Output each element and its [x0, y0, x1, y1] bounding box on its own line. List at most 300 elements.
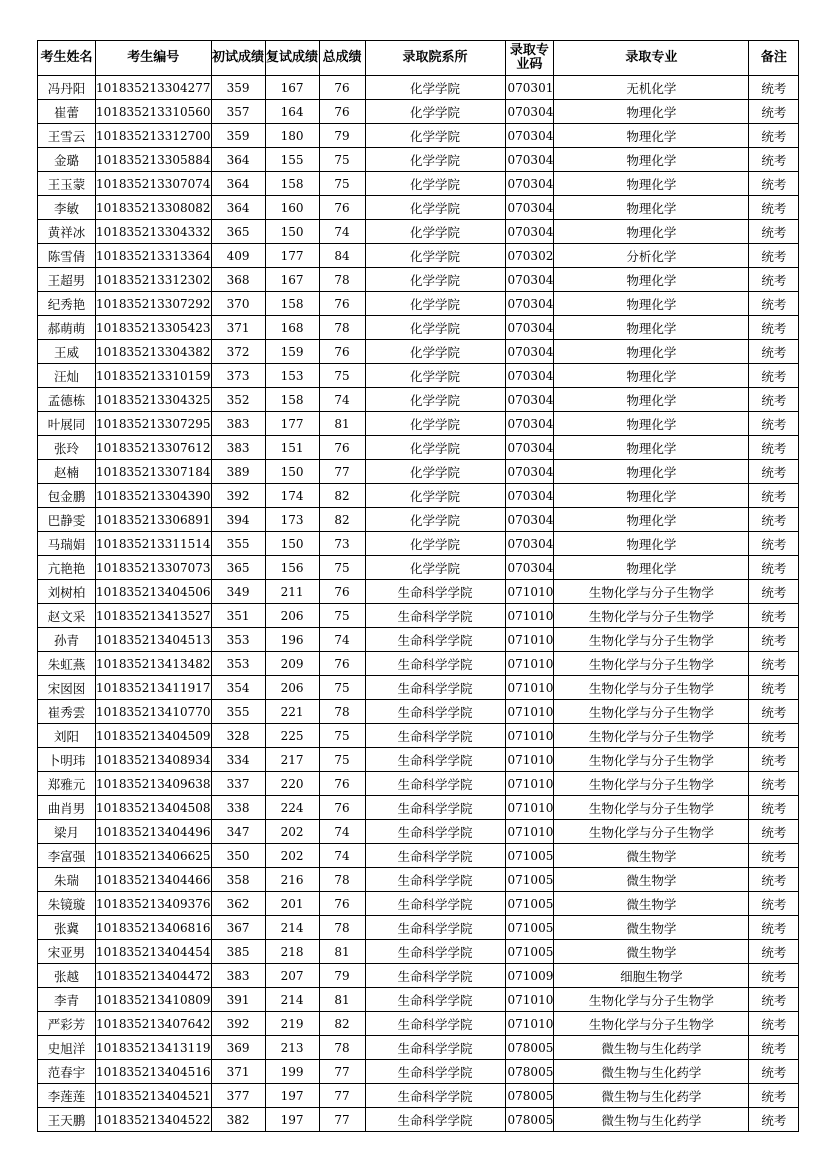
cell-major-code: 070302 [505, 244, 554, 268]
cell-retest-score: 167 [265, 76, 319, 100]
table-row [38, 508, 799, 532]
cell-total-score: 82 [319, 1012, 365, 1036]
cell-remark: 统考 [749, 1060, 799, 1084]
cell-department: 化学学院 [365, 412, 505, 436]
cell-total-score: 78 [319, 268, 365, 292]
cell-retest-score: 217 [265, 748, 319, 772]
cell-name: 朱镜璇 [38, 892, 96, 916]
cell-major-code: 071010 [505, 796, 554, 820]
cell-total-score: 76 [319, 340, 365, 364]
cell-initial-score: 365 [211, 556, 265, 580]
cell-total-score: 77 [319, 1084, 365, 1108]
cell-total-score: 76 [319, 292, 365, 316]
cell-remark: 统考 [749, 364, 799, 388]
cell-initial-score: 353 [211, 628, 265, 652]
cell-department: 生命科学学院 [365, 1108, 505, 1132]
cell-name: 李青 [38, 988, 96, 1012]
cell-id: 101835213404508 [96, 796, 212, 820]
cell-major-code: 070301 [505, 76, 554, 100]
cell-remark: 统考 [749, 412, 799, 436]
table-row [38, 988, 799, 1012]
table-row [38, 292, 799, 316]
cell-remark: 统考 [749, 148, 799, 172]
table-row [38, 1108, 799, 1132]
cell-remark: 统考 [749, 316, 799, 340]
cell-major: 生物化学与分子生物学 [554, 988, 749, 1012]
cell-remark: 统考 [749, 628, 799, 652]
cell-initial-score: 355 [211, 700, 265, 724]
cell-id: 101835213404506 [96, 580, 212, 604]
cell-department: 化学学院 [365, 196, 505, 220]
cell-initial-score: 373 [211, 364, 265, 388]
cell-id: 101835213310560 [96, 100, 212, 124]
admission-list [37, 40, 799, 1132]
cell-remark: 统考 [749, 700, 799, 724]
cell-department: 化学学院 [365, 340, 505, 364]
cell-initial-score: 354 [211, 676, 265, 700]
cell-department: 生命科学学院 [365, 940, 505, 964]
cell-retest-score: 150 [265, 220, 319, 244]
cell-remark: 统考 [749, 964, 799, 988]
cell-remark: 统考 [749, 220, 799, 244]
cell-retest-score: 156 [265, 556, 319, 580]
cell-retest-score: 219 [265, 1012, 319, 1036]
cell-id: 101835213312700 [96, 124, 212, 148]
cell-retest-score: 177 [265, 244, 319, 268]
cell-name: 宋囡囡 [38, 676, 96, 700]
cell-department: 化学学院 [365, 316, 505, 340]
cell-major-code: 070304 [505, 484, 554, 508]
cell-total-score: 73 [319, 532, 365, 556]
cell-remark: 统考 [749, 724, 799, 748]
cell-total-score: 76 [319, 436, 365, 460]
cell-initial-score: 394 [211, 508, 265, 532]
cell-major: 微生物与生化药学 [554, 1084, 749, 1108]
cell-retest-score: 164 [265, 100, 319, 124]
cell-name: 郝萌萌 [38, 316, 96, 340]
cell-total-score: 82 [319, 508, 365, 532]
cell-remark: 统考 [749, 460, 799, 484]
cell-department: 化学学院 [365, 172, 505, 196]
cell-major-code: 071010 [505, 820, 554, 844]
table-row [38, 940, 799, 964]
cell-major-code: 071005 [505, 940, 554, 964]
cell-total-score: 76 [319, 772, 365, 796]
table-row [38, 604, 799, 628]
cell-major-code: 071010 [505, 580, 554, 604]
admission-table [37, 40, 799, 1132]
table-row [38, 220, 799, 244]
cell-remark: 统考 [749, 532, 799, 556]
cell-major: 生物化学与分子生物学 [554, 820, 749, 844]
cell-initial-score: 364 [211, 196, 265, 220]
cell-major: 生物化学与分子生物学 [554, 628, 749, 652]
cell-major: 微生物与生化药学 [554, 1108, 749, 1132]
cell-id: 101835213308082 [96, 196, 212, 220]
cell-total-score: 81 [319, 412, 365, 436]
cell-id: 101835213404466 [96, 868, 212, 892]
cell-major: 物理化学 [554, 100, 749, 124]
cell-major-code: 070304 [505, 316, 554, 340]
cell-name: 王超男 [38, 268, 96, 292]
cell-name: 史旭洋 [38, 1036, 96, 1060]
cell-retest-score: 177 [265, 412, 319, 436]
cell-major-code: 071010 [505, 604, 554, 628]
cell-department: 生命科学学院 [365, 580, 505, 604]
cell-total-score: 79 [319, 124, 365, 148]
cell-major: 生物化学与分子生物学 [554, 1012, 749, 1036]
cell-name: 卜明玮 [38, 748, 96, 772]
cell-department: 生命科学学院 [365, 844, 505, 868]
cell-initial-score: 347 [211, 820, 265, 844]
cell-major-code: 071010 [505, 988, 554, 1012]
table-row [38, 436, 799, 460]
cell-initial-score: 358 [211, 868, 265, 892]
cell-major: 物理化学 [554, 532, 749, 556]
cell-major-code: 071005 [505, 892, 554, 916]
cell-initial-score: 365 [211, 220, 265, 244]
cell-remark: 统考 [749, 772, 799, 796]
cell-retest-score: 209 [265, 652, 319, 676]
cell-name: 孙青 [38, 628, 96, 652]
cell-initial-score: 338 [211, 796, 265, 820]
cell-retest-score: 206 [265, 676, 319, 700]
cell-name: 张冀 [38, 916, 96, 940]
table-row [38, 748, 799, 772]
table-row [38, 388, 799, 412]
cell-id: 101835213304325 [96, 388, 212, 412]
cell-major: 物理化学 [554, 364, 749, 388]
cell-remark: 统考 [749, 196, 799, 220]
cell-major-code: 071005 [505, 844, 554, 868]
table-row [38, 196, 799, 220]
cell-department: 化学学院 [365, 292, 505, 316]
table-row [38, 412, 799, 436]
cell-total-score: 81 [319, 988, 365, 1012]
cell-department: 生命科学学院 [365, 700, 505, 724]
cell-remark: 统考 [749, 172, 799, 196]
table-row [38, 844, 799, 868]
cell-remark: 统考 [749, 604, 799, 628]
cell-major-code: 071010 [505, 700, 554, 724]
cell-major-code: 070304 [505, 460, 554, 484]
table-row [38, 244, 799, 268]
cell-major: 物理化学 [554, 436, 749, 460]
cell-initial-score: 370 [211, 292, 265, 316]
cell-major: 物理化学 [554, 148, 749, 172]
cell-retest-score: 201 [265, 892, 319, 916]
cell-initial-score: 392 [211, 1012, 265, 1036]
table-row [38, 868, 799, 892]
cell-id: 101835213406625 [96, 844, 212, 868]
cell-major-code: 071010 [505, 628, 554, 652]
cell-remark: 统考 [749, 1036, 799, 1060]
cell-total-score: 77 [319, 1108, 365, 1132]
cell-major: 物理化学 [554, 316, 749, 340]
header-major-code: 录取专业码 [505, 41, 554, 76]
cell-retest-score: 167 [265, 268, 319, 292]
cell-id: 101835213404513 [96, 628, 212, 652]
cell-major: 生物化学与分子生物学 [554, 772, 749, 796]
cell-initial-score: 362 [211, 892, 265, 916]
cell-initial-score: 364 [211, 172, 265, 196]
cell-initial-score: 367 [211, 916, 265, 940]
cell-initial-score: 372 [211, 340, 265, 364]
cell-name: 刘树柏 [38, 580, 96, 604]
cell-id: 101835213307074 [96, 172, 212, 196]
cell-total-score: 74 [319, 628, 365, 652]
cell-total-score: 76 [319, 796, 365, 820]
cell-total-score: 74 [319, 220, 365, 244]
cell-initial-score: 383 [211, 436, 265, 460]
table-row [38, 652, 799, 676]
cell-department: 生命科学学院 [365, 652, 505, 676]
cell-major: 微生物学 [554, 892, 749, 916]
cell-retest-score: 168 [265, 316, 319, 340]
table-row [38, 316, 799, 340]
cell-remark: 统考 [749, 580, 799, 604]
cell-id: 101835213410770 [96, 700, 212, 724]
header-row [38, 41, 799, 76]
cell-major-code: 071010 [505, 748, 554, 772]
cell-retest-score: 207 [265, 964, 319, 988]
cell-major: 物理化学 [554, 484, 749, 508]
cell-retest-score: 155 [265, 148, 319, 172]
cell-name: 王威 [38, 340, 96, 364]
cell-retest-score: 173 [265, 508, 319, 532]
cell-remark: 统考 [749, 124, 799, 148]
cell-name: 朱瑞 [38, 868, 96, 892]
cell-id: 101835213409638 [96, 772, 212, 796]
cell-total-score: 77 [319, 460, 365, 484]
cell-id: 101835213307073 [96, 556, 212, 580]
cell-name: 马瑞娟 [38, 532, 96, 556]
cell-remark: 统考 [749, 796, 799, 820]
cell-name: 李敏 [38, 196, 96, 220]
cell-initial-score: 383 [211, 412, 265, 436]
cell-major: 物理化学 [554, 388, 749, 412]
cell-initial-score: 392 [211, 484, 265, 508]
cell-major-code: 070304 [505, 100, 554, 124]
cell-retest-score: 158 [265, 292, 319, 316]
cell-retest-score: 202 [265, 844, 319, 868]
cell-retest-score: 158 [265, 172, 319, 196]
cell-remark: 统考 [749, 988, 799, 1012]
cell-department: 生命科学学院 [365, 964, 505, 988]
cell-name: 曲肖男 [38, 796, 96, 820]
cell-id: 101835213312302 [96, 268, 212, 292]
header-major: 录取专业 [554, 41, 749, 76]
table-row [38, 340, 799, 364]
table-row [38, 1012, 799, 1036]
cell-department: 化学学院 [365, 244, 505, 268]
cell-major-code: 078005 [505, 1060, 554, 1084]
header-department: 录取院系所 [365, 41, 505, 76]
cell-major-code: 078005 [505, 1108, 554, 1132]
cell-total-score: 75 [319, 172, 365, 196]
cell-id: 101835213413482 [96, 652, 212, 676]
cell-department: 化学学院 [365, 220, 505, 244]
cell-name: 赵楠 [38, 460, 96, 484]
cell-major-code: 071010 [505, 676, 554, 700]
cell-department: 生命科学学院 [365, 724, 505, 748]
table-row [38, 628, 799, 652]
table-row [38, 460, 799, 484]
cell-total-score: 74 [319, 820, 365, 844]
cell-name: 包金鹏 [38, 484, 96, 508]
cell-id: 101835213307292 [96, 292, 212, 316]
cell-retest-score: 180 [265, 124, 319, 148]
table-row [38, 484, 799, 508]
header-remark: 备注 [749, 41, 799, 76]
cell-remark: 统考 [749, 244, 799, 268]
cell-id: 101835213307295 [96, 412, 212, 436]
cell-name: 纪秀艳 [38, 292, 96, 316]
cell-id: 101835213304277 [96, 76, 212, 100]
cell-department: 化学学院 [365, 388, 505, 412]
cell-initial-score: 350 [211, 844, 265, 868]
cell-department: 化学学院 [365, 76, 505, 100]
table-row [38, 1060, 799, 1084]
cell-id: 101835213304382 [96, 340, 212, 364]
cell-name: 宋亚男 [38, 940, 96, 964]
cell-department: 生命科学学院 [365, 676, 505, 700]
cell-department: 生命科学学院 [365, 772, 505, 796]
cell-name: 梁月 [38, 820, 96, 844]
cell-major: 物理化学 [554, 172, 749, 196]
cell-department: 化学学院 [365, 484, 505, 508]
cell-department: 化学学院 [365, 460, 505, 484]
cell-major: 物理化学 [554, 124, 749, 148]
cell-major: 生物化学与分子生物学 [554, 676, 749, 700]
cell-retest-score: 225 [265, 724, 319, 748]
cell-total-score: 84 [319, 244, 365, 268]
cell-department: 生命科学学院 [365, 1012, 505, 1036]
table-row [38, 124, 799, 148]
table-row [38, 1036, 799, 1060]
cell-id: 101835213404522 [96, 1108, 212, 1132]
cell-retest-score: 153 [265, 364, 319, 388]
cell-initial-score: 334 [211, 748, 265, 772]
cell-major-code: 070304 [505, 220, 554, 244]
table-row [38, 100, 799, 124]
cell-remark: 统考 [749, 916, 799, 940]
cell-major: 生物化学与分子生物学 [554, 652, 749, 676]
cell-major-code: 071010 [505, 652, 554, 676]
cell-id: 101835213307612 [96, 436, 212, 460]
cell-name: 崔秀雲 [38, 700, 96, 724]
cell-total-score: 78 [319, 916, 365, 940]
cell-total-score: 76 [319, 892, 365, 916]
cell-name: 李莲莲 [38, 1084, 96, 1108]
cell-remark: 统考 [749, 100, 799, 124]
cell-remark: 统考 [749, 748, 799, 772]
cell-retest-score: 197 [265, 1108, 319, 1132]
cell-name: 王雪云 [38, 124, 96, 148]
table-row [38, 76, 799, 100]
cell-major-code: 071009 [505, 964, 554, 988]
cell-name: 王玉蒙 [38, 172, 96, 196]
cell-major-code: 078005 [505, 1036, 554, 1060]
cell-major: 物理化学 [554, 340, 749, 364]
table-row [38, 796, 799, 820]
cell-total-score: 75 [319, 556, 365, 580]
cell-initial-score: 391 [211, 988, 265, 1012]
cell-major-code: 071005 [505, 868, 554, 892]
cell-remark: 统考 [749, 268, 799, 292]
cell-retest-score: 220 [265, 772, 319, 796]
cell-name: 崔蕾 [38, 100, 96, 124]
cell-id: 101835213410809 [96, 988, 212, 1012]
cell-retest-score: 196 [265, 628, 319, 652]
cell-initial-score: 353 [211, 652, 265, 676]
cell-name: 巴静雯 [38, 508, 96, 532]
cell-major: 物理化学 [554, 268, 749, 292]
cell-initial-score: 352 [211, 388, 265, 412]
cell-major-code: 071005 [505, 916, 554, 940]
cell-id: 101835213411917 [96, 676, 212, 700]
cell-major: 微生物学 [554, 940, 749, 964]
cell-department: 化学学院 [365, 148, 505, 172]
cell-name: 张越 [38, 964, 96, 988]
cell-initial-score: 359 [211, 76, 265, 100]
cell-remark: 统考 [749, 484, 799, 508]
cell-name: 冯丹阳 [38, 76, 96, 100]
cell-remark: 统考 [749, 508, 799, 532]
cell-total-score: 78 [319, 1036, 365, 1060]
table-row [38, 820, 799, 844]
cell-id: 101835213307184 [96, 460, 212, 484]
cell-remark: 统考 [749, 1012, 799, 1036]
table-row [38, 556, 799, 580]
cell-major-code: 070304 [505, 148, 554, 172]
cell-remark: 统考 [749, 940, 799, 964]
cell-major-code: 070304 [505, 532, 554, 556]
cell-id: 101835213305884 [96, 148, 212, 172]
cell-retest-score: 218 [265, 940, 319, 964]
cell-remark: 统考 [749, 652, 799, 676]
cell-retest-score: 202 [265, 820, 319, 844]
cell-retest-score: 213 [265, 1036, 319, 1060]
cell-major: 物理化学 [554, 220, 749, 244]
cell-remark: 统考 [749, 436, 799, 460]
cell-major: 细胞生物学 [554, 964, 749, 988]
cell-id: 101835213409376 [96, 892, 212, 916]
cell-retest-score: 214 [265, 988, 319, 1012]
cell-total-score: 75 [319, 148, 365, 172]
cell-major-code: 070304 [505, 292, 554, 316]
cell-initial-score: 355 [211, 532, 265, 556]
cell-total-score: 78 [319, 700, 365, 724]
cell-total-score: 75 [319, 364, 365, 388]
header-id: 考生编号 [96, 41, 212, 76]
cell-initial-score: 369 [211, 1036, 265, 1060]
cell-initial-score: 337 [211, 772, 265, 796]
cell-id: 101835213404454 [96, 940, 212, 964]
table-body [38, 76, 799, 1132]
cell-major-code: 070304 [505, 556, 554, 580]
table-row [38, 172, 799, 196]
cell-major-code: 070304 [505, 124, 554, 148]
cell-major: 物理化学 [554, 508, 749, 532]
cell-remark: 统考 [749, 844, 799, 868]
cell-initial-score: 385 [211, 940, 265, 964]
cell-department: 生命科学学院 [365, 868, 505, 892]
cell-initial-score: 383 [211, 964, 265, 988]
table-row [38, 532, 799, 556]
cell-department: 生命科学学院 [365, 916, 505, 940]
cell-total-score: 76 [319, 580, 365, 604]
